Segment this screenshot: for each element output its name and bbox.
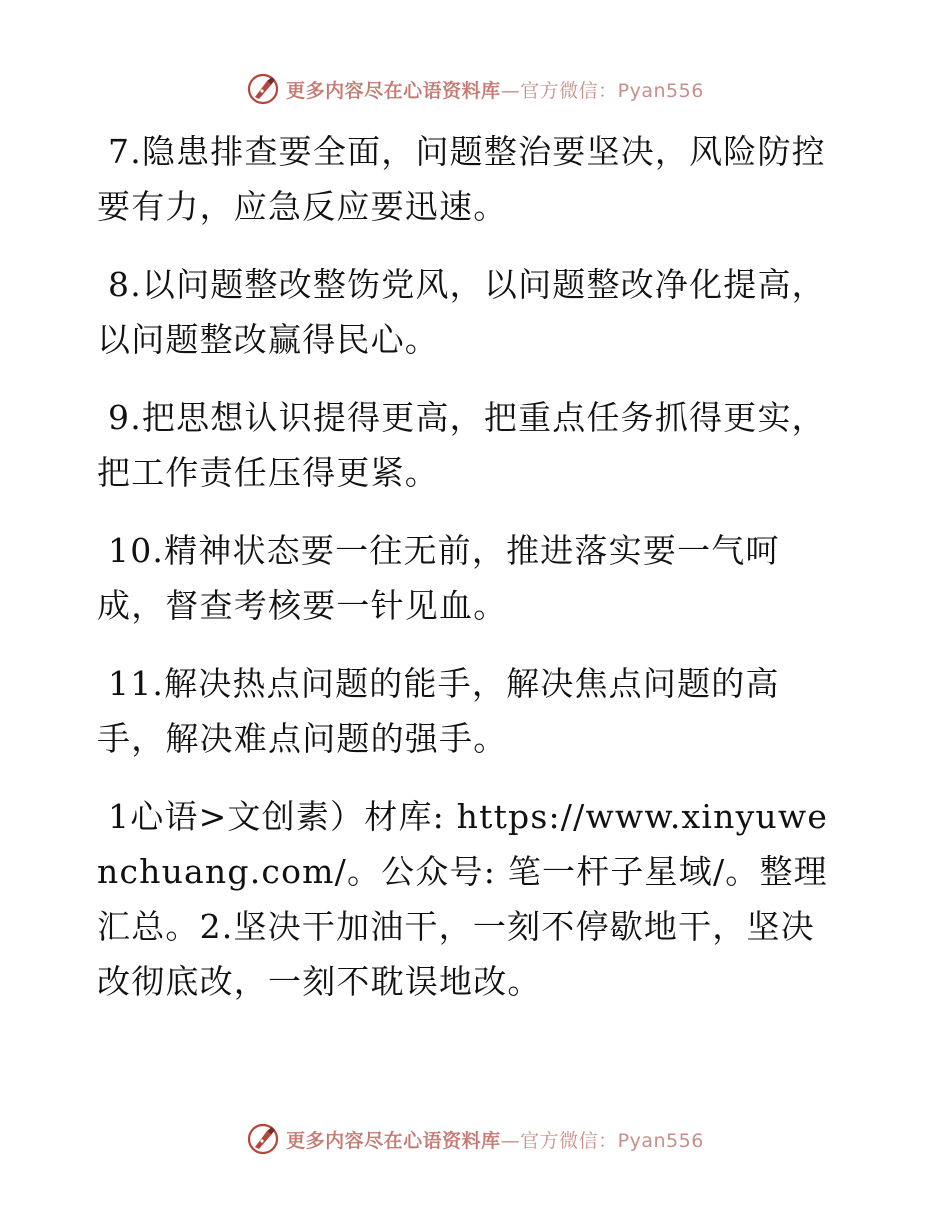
paragraph-10: 10.精神状态要一往无前，推进落实要一气呵成，督查考核要一针见血。 xyxy=(97,531,780,625)
paragraph-source-note: 1心语>文创素）材库: https://www.xinyuwenchuang.com/。公众号: 笔一杆子星域/。整理汇总。2.坚决干加油干，一刻不停歇地干，坚决改彻底改，一刻不耽误地改。 xyxy=(97,797,829,1001)
document-body xyxy=(97,124,837,1032)
footer-banner-text xyxy=(286,1126,704,1153)
paragraph-7: 7.隐患排查要全面，问题整治要坚决，风险防控要有力，应急反应要迅速。 xyxy=(97,132,826,226)
header-banner-wechat: —官方微信：Pyan556 xyxy=(500,79,704,102)
header-banner-title: 更多内容尽在心语资料库 xyxy=(286,79,501,102)
pen-nib-circle-icon xyxy=(246,1122,280,1156)
paragraph-9: 9.把思想认识提得更高，把重点任务抓得更实，把工作责任压得更紧。 xyxy=(97,398,826,492)
footer-banner-wechat: —官方微信：Pyan556 xyxy=(500,1129,704,1152)
paragraph-11: 11.解决热点问题的能手，解决焦点问题的高手，解决难点问题的强手。 xyxy=(97,664,780,758)
header-banner-text xyxy=(286,76,704,103)
footer-banner-title: 更多内容尽在心语资料库 xyxy=(286,1129,501,1152)
paragraph-8: 8.以问题整改整饬党风，以问题整改净化提高，以问题整改赢得民心。 xyxy=(97,265,826,359)
header-banner xyxy=(0,72,950,106)
footer-banner xyxy=(0,1122,950,1156)
pen-nib-circle-icon xyxy=(246,72,280,106)
